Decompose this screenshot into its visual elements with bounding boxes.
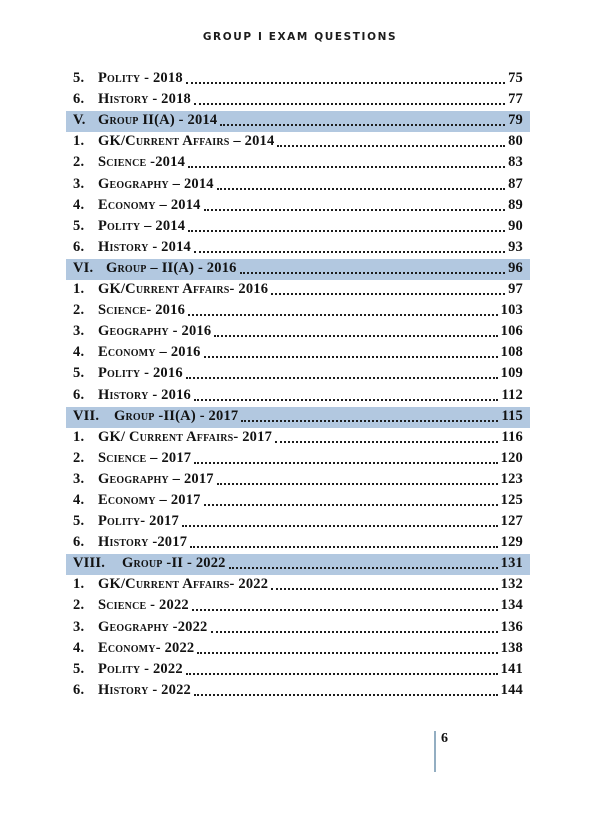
toc-entry-page: 112 <box>501 386 523 403</box>
toc-entry-page: 138 <box>500 639 523 656</box>
toc-entry-label: GK/ Current Affairs- 2017 <box>98 428 273 445</box>
toc-entry-label: Polity - 2018 <box>98 70 183 87</box>
toc-entry[interactable] <box>66 153 530 174</box>
toc-leader-dots <box>214 335 497 337</box>
toc-leader-dots <box>188 314 498 316</box>
toc-entry-label: Economy – 2016 <box>98 344 201 361</box>
toc-entry-number: 2. <box>73 449 85 466</box>
toc-leader-dots <box>204 356 498 358</box>
toc-entry-label: GK/Current Affairs – 2014 <box>98 133 275 150</box>
toc-entry-label: Geography - 2016 <box>98 323 212 340</box>
toc-entry-number: 4. <box>73 196 85 213</box>
toc-entry-number: VIII. <box>73 555 106 572</box>
toc-entry-label: Polity - 2022 <box>98 660 183 677</box>
toc-entry-label: Economy – 2017 <box>98 491 201 508</box>
toc-entry-number: 2. <box>73 302 85 319</box>
toc-entry-number: 6. <box>73 238 85 255</box>
toc-entry-number: 1. <box>73 428 85 445</box>
toc-leader-dots <box>194 694 498 696</box>
toc-entry-label: History - 2018 <box>98 91 191 108</box>
toc-entry-label: History - 2014 <box>98 238 191 255</box>
toc-leader-dots <box>275 441 498 443</box>
toc-entry[interactable] <box>66 575 530 596</box>
toc-entry-page: 108 <box>500 344 523 361</box>
toc-entry-number: 4. <box>73 639 85 656</box>
toc-entry[interactable] <box>66 428 530 449</box>
toc-entry-page: 79 <box>508 112 523 129</box>
toc-entry-label: GK/Current Affairs- 2022 <box>98 576 269 593</box>
toc-entry[interactable] <box>66 385 530 406</box>
toc-leader-dots <box>186 82 505 84</box>
toc-entry-page: 97 <box>508 281 523 298</box>
toc-entry-label: Economy- 2022 <box>98 639 195 656</box>
toc-entry[interactable] <box>66 660 530 681</box>
toc-entry-label: Group II(A) - 2014 <box>98 112 218 129</box>
toc-entry-page: 132 <box>500 576 523 593</box>
toc-entry-number: 6. <box>73 681 85 698</box>
toc-entry-label: Group – II(A) - 2016 <box>106 259 237 276</box>
toc-entry-page: 115 <box>501 407 523 424</box>
toc-entry[interactable] <box>66 617 530 638</box>
toc-entry-label: Geography – 2017 <box>98 470 214 487</box>
toc-entry[interactable] <box>66 217 530 238</box>
toc-entry-page: 141 <box>500 660 523 677</box>
toc-entry-page: 134 <box>500 597 523 614</box>
toc-entry-number: 2. <box>73 154 85 171</box>
toc-entry-number: 5. <box>73 365 85 382</box>
toc-entry-number: 5. <box>73 217 85 234</box>
toc-section-entry[interactable] <box>66 554 530 575</box>
toc-entry[interactable] <box>66 132 530 153</box>
toc-entry-label: GK/Current Affairs- 2016 <box>98 281 269 298</box>
toc-entry-page: 87 <box>508 175 523 192</box>
toc-entry-number: 5. <box>73 70 85 87</box>
toc-list <box>66 69 530 702</box>
toc-entry[interactable] <box>66 470 530 491</box>
toc-entry-number: 2. <box>73 597 85 614</box>
toc-entry-number: 5. <box>73 513 85 530</box>
toc-section-entry[interactable] <box>66 111 530 132</box>
toc-entry-page: 127 <box>500 513 523 530</box>
toc-leader-dots <box>194 462 497 464</box>
toc-entry[interactable] <box>66 301 530 322</box>
toc-entry-label: Science- 2016 <box>98 302 186 319</box>
toc-leader-dots <box>240 272 505 274</box>
toc-entry-label: Science – 2017 <box>98 449 192 466</box>
toc-leader-dots <box>211 631 498 633</box>
toc-entry[interactable] <box>66 90 530 111</box>
toc-leader-dots <box>194 399 498 401</box>
toc-entry[interactable] <box>66 533 530 554</box>
toc-entry-number: 1. <box>73 281 85 298</box>
toc-entry-page: 103 <box>500 302 523 319</box>
toc-entry-label: Science -2014 <box>98 154 186 171</box>
toc-entry[interactable] <box>66 596 530 617</box>
toc-entry-page: 131 <box>500 555 523 572</box>
toc-entry-label: History -2017 <box>98 534 188 551</box>
toc-leader-dots <box>190 546 497 548</box>
toc-entry[interactable] <box>66 280 530 301</box>
toc-entry-page: 96 <box>508 259 523 276</box>
toc-entry[interactable] <box>66 196 530 217</box>
toc-entry-label: History - 2016 <box>98 386 191 403</box>
toc-entry-page: 80 <box>508 133 523 150</box>
toc-leader-dots <box>271 293 505 295</box>
toc-entry-label: Economy – 2014 <box>98 196 201 213</box>
toc-leader-dots <box>188 230 505 232</box>
toc-entry-number: V. <box>73 112 86 129</box>
page-number: 6 <box>441 731 448 746</box>
toc-entry-number: 3. <box>73 618 85 635</box>
toc-leader-dots <box>182 525 498 527</box>
toc-entry-page: 93 <box>508 238 523 255</box>
toc-entry[interactable] <box>66 238 530 259</box>
toc-leader-dots <box>186 377 498 379</box>
toc-entry-page: 144 <box>500 681 523 698</box>
toc-entry-label: History - 2022 <box>98 681 191 698</box>
toc-entry-page: 109 <box>500 365 523 382</box>
toc-entry[interactable] <box>66 449 530 470</box>
toc-entry-label: Group -II(A) - 2017 <box>114 407 239 424</box>
toc-section-entry[interactable] <box>66 259 530 280</box>
toc-entry[interactable] <box>66 681 530 702</box>
toc-entry-number: 3. <box>73 470 85 487</box>
toc-entry[interactable] <box>66 343 530 364</box>
toc-entry-number: 5. <box>73 660 85 677</box>
toc-entry[interactable] <box>66 69 530 90</box>
toc-entry-page: 123 <box>500 470 523 487</box>
toc-entry-page: 136 <box>500 618 523 635</box>
page-title: GROUP I EXAM QUESTIONS <box>202 31 398 43</box>
toc-entry-page: 125 <box>500 491 523 508</box>
toc-entry-number: 4. <box>73 344 85 361</box>
toc-entry-page: 77 <box>508 91 523 108</box>
toc-entry-page: 89 <box>508 196 523 213</box>
toc-leader-dots <box>204 209 505 211</box>
toc-entry-number: 1. <box>73 576 85 593</box>
toc-leader-dots <box>197 652 497 654</box>
toc-entry-number: 6. <box>73 534 85 551</box>
toc-entry-page: 116 <box>501 428 523 445</box>
toc-entry-number: 6. <box>73 386 85 403</box>
toc-leader-dots <box>186 673 498 675</box>
toc-section-entry[interactable] <box>66 407 530 428</box>
toc-leader-dots <box>192 609 498 611</box>
toc-entry-label: Polity - 2016 <box>98 365 183 382</box>
toc-leader-dots <box>194 103 505 105</box>
toc-leader-dots <box>188 166 505 168</box>
toc-entry-page: 90 <box>508 217 523 234</box>
toc-entry-label: Polity- 2017 <box>98 513 179 530</box>
toc-entry-label: Science - 2022 <box>98 597 189 614</box>
footer-divider <box>434 731 436 772</box>
toc-entry[interactable] <box>66 512 530 533</box>
toc-entry-number: VII. <box>73 407 100 424</box>
toc-leader-dots <box>194 251 505 253</box>
toc-entry-page: 75 <box>508 70 523 87</box>
toc-entry-page: 129 <box>500 534 523 551</box>
toc-entry-label: Geography – 2014 <box>98 175 214 192</box>
toc-entry[interactable] <box>66 491 530 512</box>
toc-entry-number: VI. <box>73 259 94 276</box>
toc-leader-dots <box>277 145 505 147</box>
toc-leader-dots <box>204 504 498 506</box>
toc-leader-dots <box>220 124 505 126</box>
toc-entry[interactable] <box>66 639 530 660</box>
toc-leader-dots <box>229 567 498 569</box>
toc-entry-page: 83 <box>508 154 523 171</box>
toc-leader-dots <box>217 483 498 485</box>
toc-entry-number: 3. <box>73 323 85 340</box>
toc-leader-dots <box>271 588 497 590</box>
toc-entry-page: 120 <box>500 449 523 466</box>
toc-leader-dots <box>217 188 505 190</box>
toc-entry-label: Polity – 2014 <box>98 217 186 234</box>
toc-entry-number: 1. <box>73 133 85 150</box>
toc-entry[interactable] <box>66 174 530 195</box>
toc-entry-number: 4. <box>73 491 85 508</box>
toc-leader-dots <box>241 420 498 422</box>
toc-entry-label: Geography -2022 <box>98 618 208 635</box>
toc-entry-number: 3. <box>73 175 85 192</box>
toc-entry[interactable] <box>66 322 530 343</box>
toc-entry-number: 6. <box>73 91 85 108</box>
toc-entry-label: Group -II - 2022 <box>122 555 226 572</box>
toc-entry-page: 106 <box>500 323 523 340</box>
toc-entry[interactable] <box>66 364 530 385</box>
